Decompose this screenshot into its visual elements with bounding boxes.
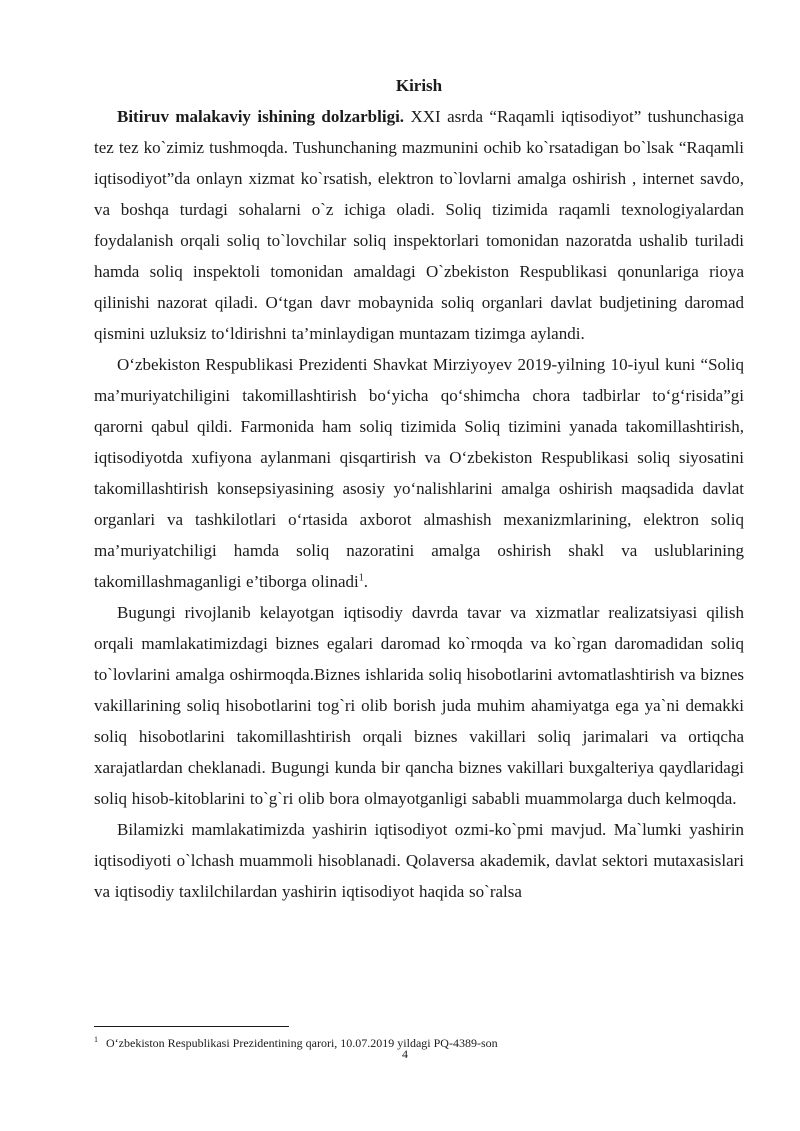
section-heading: Kirish (395, 76, 443, 95)
page-number: 4 (402, 1047, 408, 1061)
footnote-divider (94, 1026, 289, 1027)
paragraph-3-text: Bugungi rivojlanib kelayotgan iqtisodiy davrda tavar va xizmatlar realizatsiyasi qilish orqali mamlakatimizdagi biznes egalari daromad ko`rmoqda va ko`rgan daromadidan soliq to`lovlarini amalga oshirmoqda.Biznes ishlarida soliq hisobotlarini avtomatlashtirish va biznes vakillarining soliq hisobotlarini tog`ri olib borish juda muhim ahamiyatga ega ya`ni demakki soliq hisobotlarini takomillashtirish orqali biznes vakillari soliq jarimalari va ortiqcha xarajatlardan cheklanadi. Bugungi kunda bir qancha biznes vakillari buxgalteriya qaydlaridagi soliq hisob-kitoblarini to`g`ri olib bora olmayotganligi sababli muammolarga duch kelmoqda. (94, 603, 744, 808)
paragraph-4-text: Bilamizki mamlakatimizda yashirin iqtisodiyot ozmi-ko`pmi mavjud. Ma`lumki yashirin iqtisodiyoti o`lchash muammoli hisoblanadi. Qolaversa akademik, davlat sektori mutaxasislari va iqtisodiy taxlilchilardan yashirin iqtisodiyot haqida so`ralsa (94, 820, 744, 901)
paragraph-lead-bold: Bitiruv malakaviy ishining dolzarbligi. (117, 107, 405, 126)
paragraph-4 (94, 814, 744, 907)
paragraph-2-tail: . (363, 572, 369, 591)
page-body (94, 70, 744, 907)
paragraph-1-text: XXI asrda “Raqamli iqtisodiyot” tushunchasiga tez tez ko`zimiz tushmoqda. Tushunchaning mazmunini ochib ko`rsatadigan bo`lsak “Raqamli iqtisodiyot”da onlayn xizmat ko`rsatish, elektron to`lovlarni amalga oshirish , internet savdo, va boshqa turdagi sohalarni o`z ichiga oladi. Soliq tizimida raqamli texnologiyalardan foydalanish orqali soliq to`lovchilar soliq inspektorlari tomonidan nazoratda ushalib turiladi hamda soliq inspektoli tomonidan amaldagi O`zbekiston Respublikasi qonunlariga rioya qilinishi nazorat qiladi. O‘tgan davr mobaynida soliq organlari davlat budjetining daromad qismini uzluksiz to‘ldirishni ta’minlaydigan muntazam tizimga aylandi. (94, 107, 744, 343)
paragraph-2-text: O‘zbekiston Respublikasi Prezidenti Shavkat Mirziyoyev 2019-yilning 10-iyul kuni “Soliq ma’muriyatchiligini takomillashtirish bo‘yicha qo‘shimcha chora tadbirlar to‘g‘risida”gi qarorni qabul qildi. Farmonida ham soliq tizimida Soliq tizimini yanada takomillashtirish, iqtisodiyotda xufiyona aylanmani qisqartirish va O‘zbekiston Respublikasi soliq siyosatini takomillashtirish konsepsiyasining asosiy yo‘nalishlarini amalga oshirish maqsadida davlat organlari va tashkilotlari o‘rtasida axborot almashish mexanizmlarining, elektron soliq ma’muriyatchiligi hamda soliq nazoratini amalga oshirish shakl va uslublarining takomillashmaganligi e’tiborga olinadi (94, 355, 744, 591)
footnote-text: O‘zbekiston Respublikasi Prezidentining qarori, 10.07.2019 yildagi PQ-4389-son (106, 1036, 498, 1050)
footnote-reference[interactable]: 1 (358, 572, 364, 584)
paragraph-2 (94, 349, 744, 597)
paragraph-3 (94, 597, 744, 814)
footnote-mark: 1 (94, 1035, 98, 1044)
paragraph-1 (94, 101, 744, 349)
